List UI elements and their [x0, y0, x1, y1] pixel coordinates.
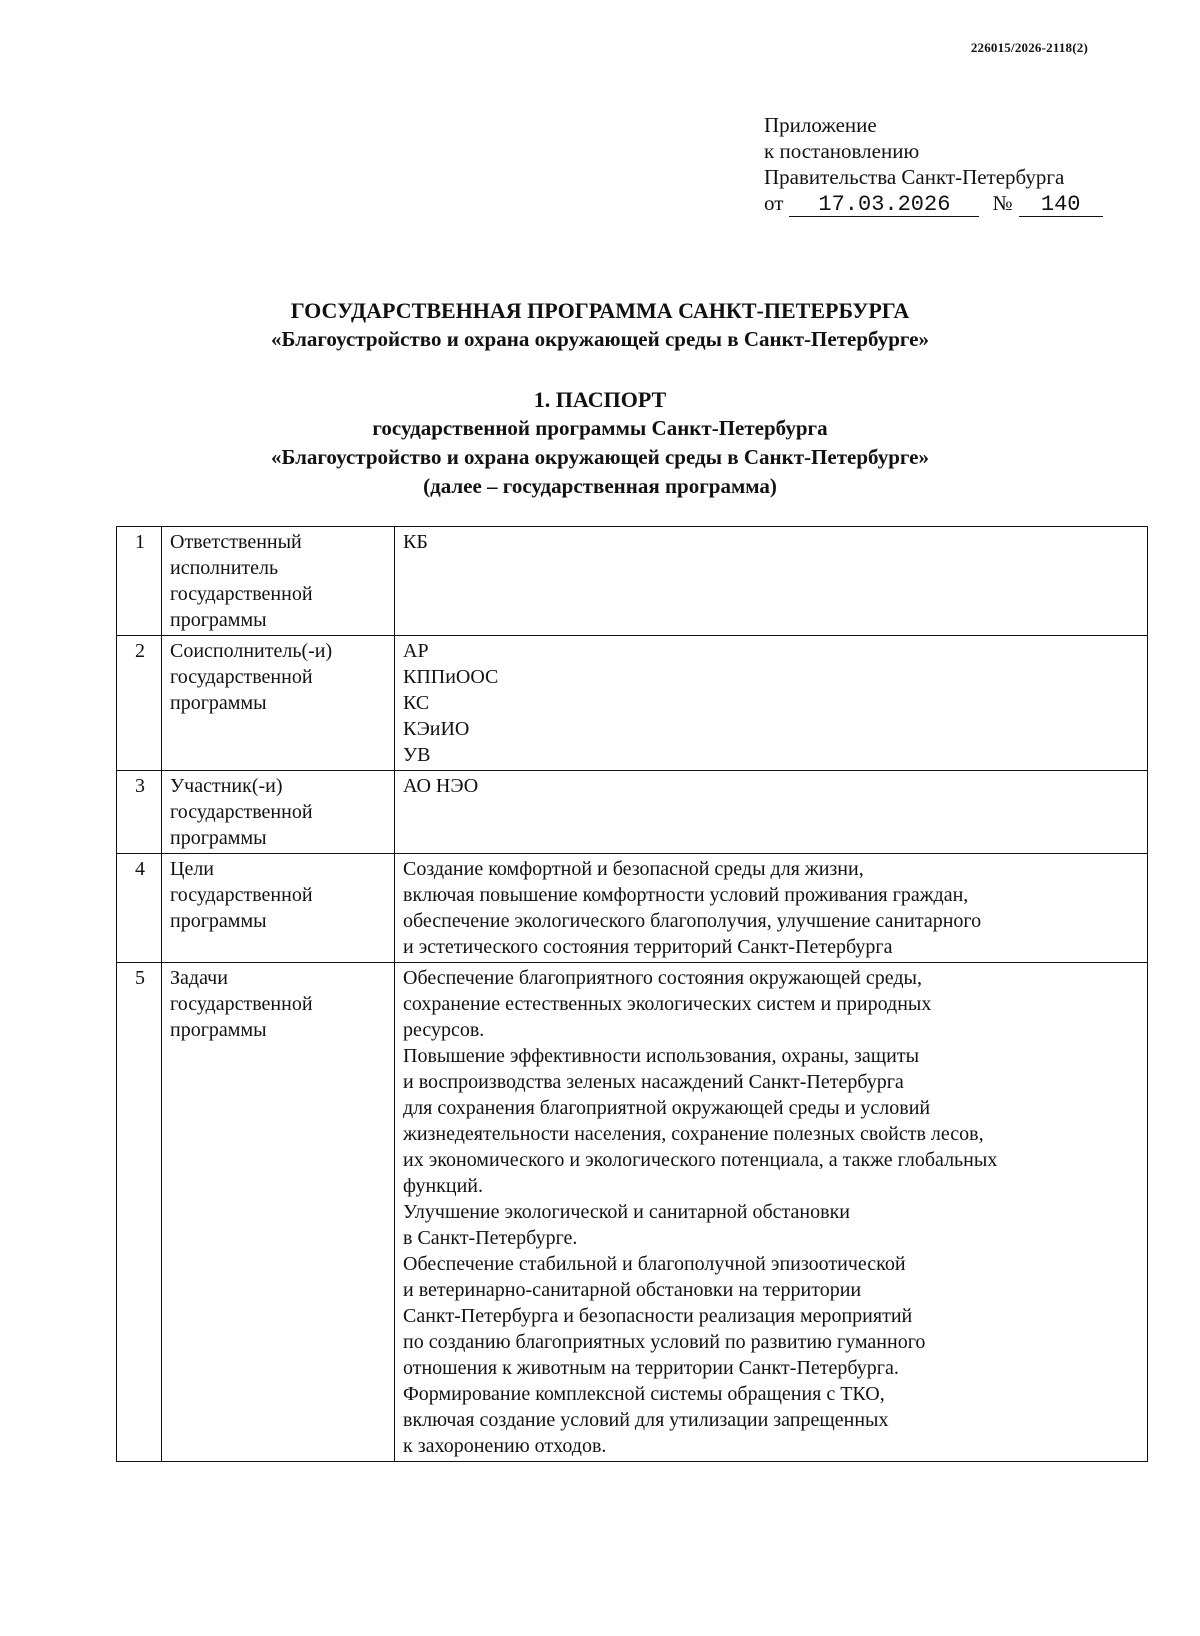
label-line: государственной	[170, 801, 313, 823]
passport-table-body	[117, 527, 1148, 1462]
value-line: Формирование комплексной системы обращения с ТКО,	[403, 1383, 885, 1405]
value-line: АО НЭО	[403, 775, 479, 797]
value-line: включая повышение комфортности условий проживания граждан,	[403, 884, 969, 906]
row-number: 1	[117, 527, 162, 636]
value-line: Санкт-Петербурга и безопасности реализация мероприятий	[403, 1305, 913, 1327]
value-line: АР	[403, 640, 429, 662]
row-label	[162, 527, 395, 636]
value-line: и ветеринарно-санитарной обстановки на территории	[403, 1279, 862, 1301]
appendix-block	[764, 112, 1103, 217]
label-line: программы	[170, 910, 267, 932]
value-line: сохранение естественных экологических систем и природных	[403, 993, 932, 1015]
label-line: Цели	[170, 858, 215, 880]
row-value	[395, 771, 1148, 854]
table-row	[117, 527, 1148, 636]
program-title	[0, 296, 1200, 354]
program-title-line2: «Благоустройство и охрана окружающей среды в Санкт-Петербурге»	[271, 327, 929, 351]
number-prefix: №	[992, 191, 1013, 215]
appendix-line: Правительства Санкт-Петербурга	[764, 165, 1065, 189]
passport-heading-line4: (далее – государственная программа)	[423, 474, 777, 498]
value-line: Обеспечение стабильной и благополучной эпизоотической	[403, 1253, 906, 1275]
decree-date: 17.03.2026	[789, 194, 979, 217]
row-label	[162, 854, 395, 963]
decree-number: 140	[1019, 194, 1103, 217]
value-line: включая создание условий для утилизации запрещенных	[403, 1409, 889, 1431]
row-number: 4	[117, 854, 162, 963]
value-line: КБ	[403, 531, 428, 553]
value-line: КППиООС	[403, 666, 499, 688]
label-line: программы	[170, 827, 267, 849]
table-row	[117, 963, 1148, 1462]
value-line: Улучшение экологической и санитарной обстановки	[403, 1201, 850, 1223]
value-line: ресурсов.	[403, 1019, 485, 1041]
row-value	[395, 527, 1148, 636]
date-prefix: от	[764, 191, 784, 215]
passport-heading	[0, 385, 1200, 501]
value-line: Создание комфортной и безопасной среды для жизни,	[403, 858, 864, 880]
passport-table	[116, 526, 1148, 1462]
row-label	[162, 771, 395, 854]
value-line: Повышение эффективности использования, охраны, защиты	[403, 1045, 920, 1067]
label-line: государственной	[170, 884, 313, 906]
label-line: программы	[170, 1019, 267, 1041]
row-label	[162, 636, 395, 771]
label-line: государственной	[170, 993, 313, 1015]
document-registration-number: 226015/2026-2118(2)	[970, 40, 1088, 55]
row-value	[395, 963, 1148, 1462]
label-line: государственной	[170, 583, 313, 605]
passport-heading-line2: государственной программы Санкт-Петербурга	[372, 416, 828, 440]
value-line: и эстетического состояния территорий Санкт-Петербурга	[403, 936, 893, 958]
label-line: государственной	[170, 666, 313, 688]
label-line: исполнитель	[170, 557, 279, 579]
program-title-line1: ГОСУДАРСТВЕННАЯ ПРОГРАММА САНКТ-ПЕТЕРБУРГА	[290, 298, 910, 323]
value-line: в Санкт-Петербурге.	[403, 1227, 578, 1249]
label-line: Ответственный	[170, 531, 302, 553]
value-line: Обеспечение благоприятного состояния окружающей среды,	[403, 967, 922, 989]
row-number: 3	[117, 771, 162, 854]
passport-heading-line1: 1. ПАСПОРТ	[533, 387, 667, 412]
decree-date-line	[764, 190, 1103, 217]
label-line: программы	[170, 609, 267, 631]
label-line: Задачи	[170, 967, 228, 989]
value-line: отношения к животным на территории Санкт-Петербурга.	[403, 1357, 899, 1379]
value-line: для сохранения благоприятной окружающей среды и условий	[403, 1097, 931, 1119]
value-line: функций.	[403, 1175, 483, 1197]
value-line: к захоронению отходов.	[403, 1435, 607, 1457]
table-row	[117, 854, 1148, 963]
value-line: УВ	[403, 744, 431, 766]
appendix-line: Приложение	[764, 113, 877, 137]
value-line: их экономического и экологического потенциала, а также глобальных	[403, 1149, 998, 1171]
label-line: программы	[170, 692, 267, 714]
label-line: Соисполнитель(-и)	[170, 640, 333, 662]
value-line: обеспечение экологического благополучия, улучшение санитарного	[403, 910, 982, 932]
row-value	[395, 636, 1148, 771]
passport-heading-line3: «Благоустройство и охрана окружающей среды в Санкт-Петербурге»	[271, 445, 929, 469]
table-row	[117, 771, 1148, 854]
table-row	[117, 636, 1148, 771]
value-line: по созданию благоприятных условий по развитию гуманного	[403, 1331, 926, 1353]
row-value	[395, 854, 1148, 963]
value-line: жизнедеятельности населения, сохранение полезных свойств лесов,	[403, 1123, 984, 1145]
appendix-line: к постановлению	[764, 139, 920, 163]
row-number: 2	[117, 636, 162, 771]
value-line: КЭиИО	[403, 718, 470, 740]
label-line: Участник(-и)	[170, 775, 283, 797]
row-number: 5	[117, 963, 162, 1462]
value-line: КС	[403, 692, 430, 714]
value-line: и воспроизводства зеленых насаждений Санкт-Петербурга	[403, 1071, 904, 1093]
row-label	[162, 963, 395, 1462]
